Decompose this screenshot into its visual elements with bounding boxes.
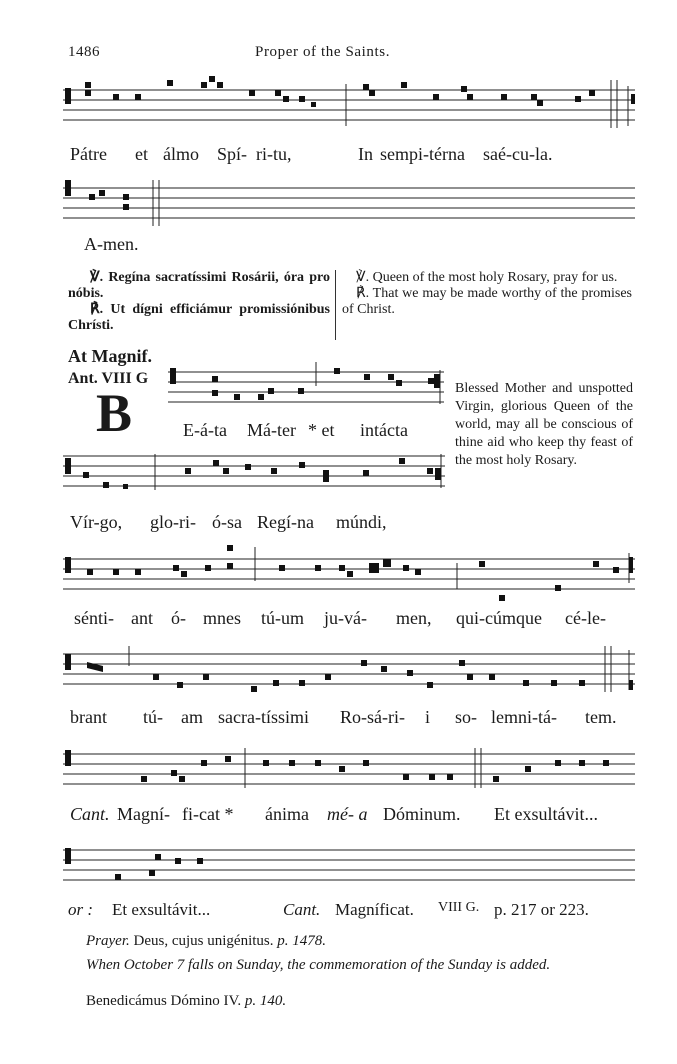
- benedicamus-ref: p. 140.: [244, 993, 287, 1009]
- lyric-syllable: Et exsultávit...: [494, 804, 598, 824]
- lyric-syllable: ri-tu,: [256, 144, 292, 164]
- lyric-syllable: Regí-na: [257, 512, 314, 532]
- chant-staff-2: [63, 174, 635, 230]
- prayer-text: Deus, cujus unigénitus.: [133, 933, 274, 949]
- chant-staff-6: [63, 640, 635, 700]
- lyric-syllable: Spí-: [217, 144, 248, 164]
- english-versicle: Queen of the most holy Rosary, pray for us.: [372, 270, 618, 285]
- benedicamus-text: Benedicámus Dómino IV.: [86, 993, 242, 1009]
- decorated-initial: B: [96, 383, 133, 443]
- lyric-syllable: mnes: [203, 608, 241, 628]
- lyric-syllable: intácta: [360, 420, 408, 440]
- latin-versicle: Regína sacratíssimi Rosárii, óra pro nóbis.: [68, 270, 331, 301]
- lyric-syllable: Magní-: [117, 804, 170, 824]
- antiphon-mode-label: Ant. VIII G: [68, 370, 149, 387]
- chant-staff-4: [63, 444, 445, 500]
- lyric-syllable: am: [181, 707, 203, 727]
- response-symbol: ℟.: [356, 286, 370, 301]
- canticle-title: Magníficat.: [335, 900, 414, 919]
- lyric-syllable: * et: [308, 420, 335, 440]
- lyric-syllable: ó-sa: [212, 512, 242, 532]
- column-divider: [335, 270, 336, 340]
- benedicamus-line: [86, 992, 656, 1010]
- canticle-label: Cant.: [70, 804, 110, 824]
- lyric-syllable: ju-vá-: [324, 608, 367, 628]
- lyric-syllable: men,: [396, 608, 432, 628]
- prayer-label: Prayer.: [86, 933, 130, 949]
- prayer-ref: p. 1478.: [277, 933, 326, 949]
- lyric-syllable: Dóminum.: [383, 804, 461, 824]
- lyric-syllable: tem.: [585, 707, 617, 727]
- chant-staff-5: [63, 545, 635, 605]
- versicle-symbol: ℣.: [90, 270, 104, 285]
- lyric-syllable: múndi,: [336, 512, 387, 532]
- lyric-syllable: qui-cúmque: [456, 608, 542, 628]
- rubric: When October 7 falls on Sunday, the commemoration of the Sunday is added.: [86, 957, 551, 973]
- lyric-syllable: Vír-go,: [70, 512, 123, 532]
- chant-staff-3: [168, 360, 444, 416]
- response-symbol: ℟.: [90, 302, 104, 317]
- lyric-syllable: mé- a: [327, 804, 368, 824]
- lyric-syllable: E-á-ta: [183, 420, 227, 440]
- canticle-mode: VIII G.: [438, 900, 480, 915]
- canticle-line-1: [0, 804, 677, 828]
- lyric-syllable: tú-um: [261, 608, 304, 628]
- magnificat-label: At Magnif.: [68, 346, 152, 366]
- lyric-syllable: so-: [455, 707, 477, 727]
- canticle-line-2: [0, 900, 677, 922]
- lyric-syllable: lemni-tá-: [491, 707, 557, 727]
- antiphon-line-3: [0, 608, 677, 632]
- lyric-syllable: sénti-: [74, 608, 114, 628]
- lyric-syllable: ánima: [265, 804, 309, 824]
- lyric-syllable: brant: [70, 707, 107, 727]
- page-number: 1486: [68, 44, 100, 60]
- prayer-line: [86, 932, 656, 950]
- lyric-syllable: i: [425, 707, 431, 727]
- or-label: or :: [68, 900, 94, 919]
- latin-versicles: [68, 270, 330, 334]
- lyric-syllable: sacra-tíssimi: [218, 707, 309, 727]
- chant-staff-8: [63, 838, 635, 894]
- page-title: Proper of the Saints.: [255, 44, 391, 60]
- antiphon-line-4: [0, 707, 677, 731]
- lyric-syllable: ant: [131, 608, 153, 628]
- versicle-symbol: ℣.: [356, 270, 370, 285]
- english-versicles: [342, 270, 632, 318]
- chant-staff-7: [63, 740, 635, 796]
- lyric-syllable: Má-ter: [247, 420, 296, 440]
- chant-staff-1: [63, 76, 635, 132]
- antiphon-translation: Blessed Mother and unspotted Virgin, glorious Queen of the world, may all be conscious of thine aid who keep thy feast of the most holy Rosary.: [455, 381, 633, 468]
- lyric-syllable: Pátre: [70, 144, 107, 164]
- lyric-syllable: Ro-sá-ri-: [340, 707, 405, 727]
- lyric-syllable: tú-: [143, 707, 163, 727]
- lyric-syllable: glo-ri-: [150, 512, 196, 532]
- lyric-syllable: saé-cu-la.: [483, 144, 553, 164]
- lyric-syllable: In: [358, 144, 373, 164]
- canticle-label: Cant.: [283, 900, 321, 919]
- lyric-syllable: et: [135, 144, 148, 164]
- lyric-syllable: Et exsultávit...: [112, 900, 211, 919]
- page-reference: p. 217 or 223.: [494, 900, 589, 919]
- amen-lyric: A-men.: [84, 234, 139, 254]
- latin-response: Ut dígni efficiámur promissiónibus Chrísti.: [68, 302, 330, 333]
- antiphon-line-2: [0, 512, 677, 536]
- lyric-syllable: fi-cat *: [182, 804, 234, 824]
- lyric-syllable: álmo: [163, 144, 199, 164]
- lyric-syllable: ó-: [171, 608, 186, 628]
- english-response: That we may be made worthy of the promises of Christ.: [342, 286, 633, 317]
- lyric-syllable: sempi-térna: [380, 144, 465, 164]
- lyric-syllable: cé-le-: [565, 608, 606, 628]
- chant-1-lyrics: [0, 144, 677, 168]
